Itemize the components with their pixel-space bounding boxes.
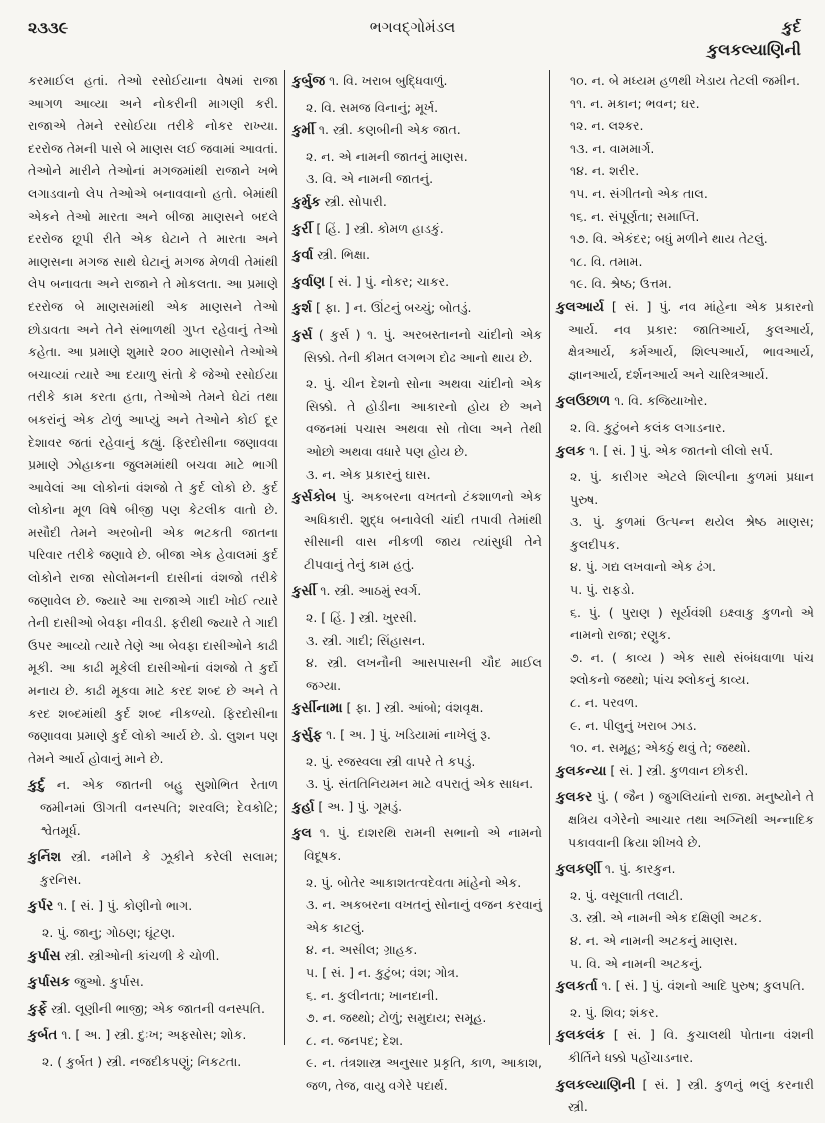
definition-text: ૧૦. ન. સમૂહ; એકઠું થવું તે; જથ્થો. — [570, 740, 751, 756]
entry-sense — [292, 464, 542, 487]
dictionary-entry — [28, 971, 278, 994]
definition-text: ૨. પું. જાનુ; ગોઠણ; ઘૂંટણ. — [42, 924, 176, 940]
headword: કુલઆર્ય — [556, 298, 604, 315]
definition-text: ૪. ન. અસીલ; ગ્રાહક. — [306, 942, 418, 958]
definition-text: [ સં. ] પું. નોકર; ચાકર. — [329, 273, 450, 289]
definition-text: ૩. પું. સંતતિનિયમન માટે વપરાતું એક સાધન. — [306, 776, 534, 792]
definition-text: ૯. ન. તંત્રશાસ્ત્ર અનુસાર પ્રકૃતિ, કાળ, આકાશ, જળ, તેજ, વાયુ વગેરે પદાર્થ. — [306, 1055, 542, 1093]
entry-sense — [28, 1051, 278, 1074]
dictionary-entry — [292, 580, 542, 603]
dictionary-entry — [556, 440, 814, 463]
entry-sense — [292, 630, 542, 653]
definition-text: ન. એક જાતની બહુ સુશોભિત રેતાળ જમીનમાં ઊગતી વનસ્પતિ; શરવલિ; દેવકોટિ; શ્વેતમૂર્ધ. — [40, 777, 278, 838]
headword: કુર્સી — [292, 583, 317, 600]
page-number: ૨૩૩૯ — [28, 18, 69, 37]
column-3 — [556, 70, 814, 1123]
entry-sense — [556, 737, 814, 760]
headword: કુર્વાણ — [292, 273, 326, 290]
definition-text: [ સં. ] સ્ત્રી. કુળવાન છોકરી. — [610, 762, 749, 778]
entry-sense — [556, 556, 814, 579]
definition-text: પું. ( જૈન ) જુગલિયાંનો રાજા. મનુષ્યોને તે ક્ષત્રિય વગેરેનો આચાર તથા અગ્નિથી અન્નાદિક પકાવવાની ક્રિયા શીખવે છે. — [568, 789, 814, 850]
definition-text: કરમાઈલ હતાં. તેઓ રસોઈયાના વેષમાં રાજા આગળ આવ્યા અને નોકરીની માગણી કરી. રાજાએ તેમને રસોઈયા તરીકે નોકર રાખ્યા. દરરોજ તેમની પાસે બે માણસ લઈ જવામાં આવતાં. તેઓને મારીને તેઓનાં મગજમાંથી રાજાને ખભે લગાડવાનો લેપ તેઓએ બનાવવાનો હતો. બેમાંથી એકને તેઓ મારતા અને બીજા માણસને બદલે દરરોજ છૂપી રીતે એક ઘેટાને તે મારતા અને માણસના મગજ સાથે ઘેટાનું મગજ મેળવી તેમાંથી લેપ બનાવતા અને રાજાને તે મોકલતા. આ પ્રમાણે દરરોજ બે માણસમાંથી એક માણસને તેઓ છોડાવતા અને તેને સંભાળથી ગુપ્ત રહેવાનું તેઓ કહેતા. આ પ્રમાણે શુમારે ૨૦૦ માણસોને તેઓએ બચાવ્યાં ત્યારે આ દયાળુ સંતો કે જેઓ રસોઈયા તરીકે કામ કરતા હતા, તેઓએ તેમને ઘેટાં તથા બકરાંનું એક ટોળું આપ્યું અને તેઓને કોઈ દૂર દેશાવર જતાં રહેવાનું કહ્યું. ફિરદોસીના જણાવવા પ્રમાણે ઝોહાકના જુલમમાંથી બચવા માટે ભાગી આવેલાં આ લોકોનાં વંશજો તે કુર્દ લોકો છે. કુર્દ લોકોના મૂળ વિષે બીજી પણ કેટલીક વાતો છે. મસૌદી તેમને અરબોની એક ભટકતી જાતના પરિવાર તરીકે જણાવે છે. બીજા એક હેવાલમાં કુર્દ લોકોને રાજા સોલોમનની દાસીનાં વંશજો તરીકે જણાવેલ છે. જ્યારે આ રાજાએ ગાદી ખોઈ ત્યારે તેની દાસીઓ બેવફા નીવડી. ફરીથી જ્યારે તે ગાદી ઉપર આવ્યો ત્યારે તેણે આ બેવફા દાસીઓને કાઢી મૂકી. આ કાઢી મૂકેલી દાસીઓનાં વંશજો તે કુર્દો મનાય છે. કાઢી મૂકવા માટે કરદ શબ્દ છે અને તે કરદ શબ્દમાંથી કુર્દ શબ્દ નીકળ્યો. ફિરદોસીના જણાવવા પ્રમાણે કુર્દ લોકો આર્ય છે. ડો. લુશન પણ તેમને આર્ય હોવાનું માને છે. — [28, 73, 278, 766]
entry-sense — [292, 373, 542, 463]
dictionary-entry — [28, 846, 278, 891]
definition-text: ૨. પું. શિવ; શંકર. — [570, 1004, 659, 1020]
entry-sense — [556, 466, 814, 511]
entry-sense — [556, 647, 814, 692]
headword: કુર્પર — [28, 898, 54, 915]
entry-sense — [556, 1002, 814, 1025]
definition-text: ૩. સ્ત્રી. એ નામની એક દક્ષિણી અટક. — [570, 910, 762, 926]
book-title: ભગવદ્ગોમંડલ — [369, 18, 456, 36]
entry-sense — [556, 273, 814, 296]
dictionary-entry — [28, 895, 278, 918]
definition-text: ૫. [ સં. ] ન. કુટુંબ; વંશ; ગોત્ર. — [306, 964, 460, 980]
definition-text: ૨. ન. એ નામની જાતનું માણસ. — [306, 148, 468, 164]
dictionary-entry — [556, 786, 814, 854]
entry-sense — [556, 417, 814, 440]
definition-text: સ્ત્રી. સ્ત્રીઓની કાંચળી કે ચોળી. — [64, 947, 220, 963]
definition-text: સ્ત્રી. લૂણીની ભાજી; એક જાતની વનસ્પતિ. — [51, 1000, 265, 1016]
entry-sense — [556, 885, 814, 908]
definition-text: ૧૭. વિ. એકંદર; બધું મળીને થાય તેટલું. — [570, 231, 768, 247]
headword: કુર્સુફ — [292, 727, 323, 744]
entry-sense — [292, 939, 542, 962]
headword: કુર્મી — [292, 122, 315, 139]
headword: કુર્સકોબ — [292, 489, 337, 506]
headword: કુલઉછાળ — [556, 393, 611, 410]
column-divider — [549, 70, 550, 1045]
dictionary-entry — [28, 998, 278, 1021]
definition-text: ૧. [ સં. ] પું. વંશનો આદિ પુરુષ; કુલપતિ. — [601, 978, 805, 994]
definition-text: ૨. પું. રજસ્વલા સ્ત્રી વાપરે તે કપડું. — [306, 753, 476, 769]
entry-sense — [556, 251, 814, 274]
definition-text: ૨. પું. બોતેર આકાશતત્વદેવતા માંહેનો એક. — [306, 874, 522, 890]
dictionary-entry — [292, 218, 542, 241]
entry-sense — [292, 168, 542, 191]
headword: કુલક — [556, 442, 586, 459]
entry-sense — [292, 146, 542, 169]
dictionary-entry — [556, 390, 814, 413]
definition-text: ૧. પું. દાશરથિ રામની સભાનો એ નામનો વિદૂષક. — [304, 825, 542, 863]
entry-sense — [556, 138, 814, 161]
entry-sense — [556, 115, 814, 138]
dictionary-entry — [292, 271, 542, 294]
definition-text: ૬. પું. ( પુરાણ ) સૂર્યવંશી ઇક્ષ્વાકુ કુળનો એ નામનો રાજા; રણુક. — [570, 604, 814, 643]
entry-sense — [292, 652, 542, 697]
entry-sense — [556, 93, 814, 116]
entry-sense — [292, 985, 542, 1008]
headword: કુર્વા — [292, 247, 314, 264]
entry-sense — [292, 97, 542, 120]
entry-sense — [292, 872, 542, 895]
headword: કુર્બુજ — [292, 73, 326, 89]
headword: કુલકર — [556, 789, 593, 806]
entry-sense — [556, 907, 814, 930]
dictionary-entry — [292, 191, 542, 214]
definition-text: ૩. ન. એક પ્રકારનું ઘાસ. — [306, 466, 431, 482]
definition-text: ૧. [ સં. ] પું. એક જાતનો લીલો સર્પ. — [589, 442, 774, 458]
definition-text: ૪. સ્ત્રી. લખનૌની આસપાસની ચૌદ માઈલ જગ્યા. — [306, 655, 542, 693]
headword: કુર્સ — [292, 326, 313, 343]
entry-sense — [556, 953, 814, 976]
entry-sense — [556, 715, 814, 738]
headword: કુર્પાસક — [28, 974, 71, 991]
dictionary-entry — [292, 119, 542, 142]
definition-text: ( કુર્સ ) ૧. પું. અરબસ્તાનનો ચાંદીનો એક સિક્કો. તેની કીમત લગભગ દોઢ આનો થાય છે. — [304, 326, 542, 365]
definition-text: ૧. [ સં. ] પું. કોણીનો ભાગ. — [57, 898, 193, 914]
definition-text: ૧. [ અ. ] સ્ત્રી. દુઃખ; અફસોસ; શોક. — [61, 1027, 247, 1043]
definition-text: ૭. ન. ( કાવ્ય ) એક સાથે સંબંધવાળા પાંચ શ્લોકનો જથ્થો; પાંચ શ્લોકનું કાવ્ય. — [570, 649, 814, 688]
dictionary-entry — [556, 760, 814, 783]
definition-text: ૩. વિ. એ નામની જાતનું. — [306, 171, 434, 187]
definition-text: ૧. વિ. કજિયાખોર. — [614, 393, 708, 409]
definition-text: જુઓ. કુર્પાસ. — [74, 974, 144, 990]
guide-word-last: કુલકલ્યાણિની — [706, 40, 801, 59]
entry-sense — [556, 511, 814, 556]
column-1 — [28, 70, 278, 1074]
headword: કુર્શ — [292, 300, 312, 317]
definition-text: ૩. સ્ત્રી. ગાદી; સિંહાસન. — [306, 632, 426, 648]
definition-text: ૧૯. વિ. શ્રેષ્ઠ; ઉત્તમ. — [570, 276, 672, 292]
entry-sense — [556, 579, 814, 602]
definition-text: ૨. પું. ચીન દેશનો સોના અથવા ચાંદીનો એક સિક્કો. તે હોડીના આકારનો હોય છે અને વજનમાં પચાસ અથવા સો તોલા અને તેથી ઓછો અથવા વધારે પણ હોય છે. — [306, 376, 542, 459]
definition-text: [ ફા. ] ન. ઊંટનું બચ્ચું; બોતડું. — [315, 300, 472, 316]
definition-text: ૨. વિ. સમજ વિનાનું; મૂર્ખ. — [306, 99, 439, 115]
entry-sense — [292, 607, 542, 630]
definition-text: ૪. ન. એ નામની અટકનું માણસ. — [570, 932, 738, 948]
definition-text: ૮. ન. જનપદ; દેશ. — [306, 1032, 404, 1048]
dictionary-entry — [556, 975, 814, 998]
definition-text: ૩. પું. કુળમાં ઉત્પન્ન થયેલ શ્રેષ્ઠ માણસ; કુલદીપક. — [570, 514, 814, 552]
definition-text: [ સં. ] સ્ત્રી. કુળનું ભલું કરનારી સ્ત્રી. — [568, 1076, 814, 1115]
headword: કુર્બત — [28, 1027, 58, 1044]
definition-text: ૧૦. ન. બે મધ્યમ હળથી ખેડાય તેટલી જમીન. — [570, 73, 800, 88]
headword: કુલકલંક — [556, 1027, 606, 1044]
definition-text: ૧૨. ન. લશ્કર. — [570, 118, 644, 134]
headword: કુર્રી — [292, 220, 313, 237]
dictionary-entry — [292, 796, 542, 819]
definition-text: ૧. [ અ. ] પું. ખડિયામાં નાખેલું રૂ. — [326, 727, 491, 743]
entry-sense — [556, 692, 814, 715]
headword: કુર્દુ — [28, 777, 46, 794]
entry-sense — [292, 894, 542, 939]
definition-text: પું. અકબરના વખતનો ટંકશાળનો એક અધિકારી. શુદ્ધ બનાવેલી ચાંદી તપાવી તેમાંથી સીસાની વાસ નીકળી જાય ત્યાંસુધી તેને ટીપવાનું તેનું કામ હતું. — [304, 489, 542, 572]
definition-text: ૧. વિ. ખરાબ બુદ્ધિવાળું. — [329, 73, 448, 88]
definition-text: સ્ત્રી. ભિક્ષા. — [317, 247, 371, 263]
dictionary-entry — [556, 296, 814, 386]
definition-text: ૧૪. ન. શરીર. — [570, 163, 640, 179]
entry-sense — [556, 70, 814, 93]
column-2 — [292, 70, 542, 1098]
entry-sense — [292, 962, 542, 985]
definition-text: ૫. વિ. એ નામની અટકનું. — [570, 955, 703, 971]
headword: કુર્સીનામા — [292, 700, 343, 717]
definition-text: [ સં. ] પું. નવ માંહેના એક પ્રકારનો આર્ય. નવ પ્રકાર: જાતિઆર્ય, કુલઆર્ય, ક્ષેત્રઆર્ય, કર્મઆર્ય, શિલ્પઆર્ય, ભાવઆર્ય, જ્ઞાનઆર્ય, દર્શનઆર્ય અને ચારિત્રઆર્ય. — [568, 298, 814, 382]
definition-text: ૧૮. વિ. તમામ. — [570, 253, 643, 269]
definition-text: ૧૧. ન. મકાન; ભવન; ઘર. — [570, 95, 700, 111]
headword: કુલકન્યા — [556, 762, 607, 779]
definition-text: ૧. સ્ત્રી. કણબીની એક જાત. — [318, 122, 461, 138]
dictionary-entry — [28, 1024, 278, 1047]
dictionary-entry — [292, 822, 542, 867]
entry-continuation — [28, 70, 278, 770]
column-divider — [284, 70, 285, 1045]
definition-text: ૧. સ્ત્રી. આઠમું સ્વર્ગ. — [320, 583, 422, 599]
definition-text: ૬. ન. કુલીનતા; ખાનદાની. — [306, 987, 439, 1003]
definition-text: સ્ત્રી. નમીને કે ઝૂકીને કરેલી સલામ; કુરનિસ. — [40, 849, 278, 887]
definition-text: [ અ. ] પું. ગૂમડું. — [318, 798, 403, 814]
definition-text: ૧૬. ન. સંપૂર્ણતા; સમાપ્તિ. — [570, 208, 700, 224]
headword: કુર્ફે — [28, 1000, 48, 1017]
dictionary-entry — [292, 244, 542, 267]
entry-sense — [556, 228, 814, 251]
entry-sense — [292, 773, 542, 796]
dictionary-entry — [292, 724, 542, 747]
dictionary-entry — [556, 858, 814, 881]
dictionary-entry — [292, 486, 542, 576]
definition-text: ૨. ( કુર્બત ) સ્ત્રી. નજદીકપણું; નિકટતા. — [42, 1053, 242, 1069]
definition-text: ૮. ન. પરવળ. — [570, 695, 639, 711]
definition-text: ૨. પું. વસૂલાતી તલાટી. — [570, 887, 684, 903]
dictionary-entry — [28, 945, 278, 968]
headword: કુર્મુક — [292, 193, 321, 210]
definition-text: ૧૫. ન. સંગીતનો એક તાલ. — [570, 185, 708, 201]
headword: કુર્હા — [292, 798, 315, 815]
definition-text: ૪. પું. ગદ્ય લખવાનો એક ઢંગ. — [570, 559, 717, 575]
entry-sense — [556, 160, 814, 183]
headword: કુલકર્ણી — [556, 861, 601, 878]
entry-sense — [28, 922, 278, 945]
entry-sense — [292, 1007, 542, 1030]
entry-sense — [556, 183, 814, 206]
dictionary-entry — [28, 774, 278, 842]
definition-text: ૭. ન. જથ્થો; ટોળું; સમુદાય; સમૂહ. — [306, 1010, 487, 1026]
entry-sense — [292, 1052, 542, 1097]
definition-text: ૧. પું. કારકુન. — [604, 861, 676, 877]
definition-text: ૨. [ હિં. ] સ્ત્રી. ખુરસી. — [306, 610, 417, 626]
definition-text: ૨. વિ. કુટુંબને કલંક લગાડનાર. — [570, 419, 726, 435]
dictionary-entry — [292, 324, 542, 369]
dictionary-entry — [556, 1074, 814, 1119]
definition-text: ૩. ન. અકબરના વખતનું સોનાનું વજન કરવાનું એક કાટલું. — [306, 897, 542, 935]
definition-text: [ ફા. ] સ્ત્રી. આંબો; વંશવૃક્ષ. — [346, 700, 484, 716]
definition-text: [ સં. ] વિ. કુચાલથી પોતાના વંશની કીર્તિને ધક્કો પહોંચાડનાર. — [568, 1027, 814, 1065]
headword: કુલકર્તા — [556, 978, 598, 995]
headword: કુર્નિશ — [28, 849, 62, 866]
dictionary-entry — [292, 697, 542, 720]
dictionary-entry — [292, 70, 542, 93]
definition-text: [ હિં. ] સ્ત્રી. કોમળ હાડકું. — [316, 220, 444, 236]
dictionary-entry — [556, 1024, 814, 1069]
entry-sense — [556, 206, 814, 229]
guide-word-first: કુર્દ — [782, 18, 801, 36]
definition-text: ૧૩. ન. વામમાર્ગ. — [570, 140, 655, 156]
entry-sense — [556, 602, 814, 647]
entry-sense — [556, 930, 814, 953]
headword: કુલ — [292, 825, 312, 842]
dictionary-entry — [292, 297, 542, 320]
headword: કુર્પાસ — [28, 947, 61, 964]
definition-text: સ્ત્રી. સોપારી. — [324, 193, 387, 209]
definition-text: ૫. પું. રાફડો. — [570, 582, 635, 598]
definition-text: ૯. ન. પીલુનું ખરાબ ઝાડ. — [570, 717, 697, 733]
definition-text: ૨. પું. કારીગર એટલે શિલ્પીના કુળમાં પ્રધાન પુરુષ. — [570, 469, 814, 507]
headword: કુલકલ્યાણિની — [556, 1076, 636, 1093]
entry-sense — [292, 751, 542, 774]
entry-sense — [292, 1030, 542, 1053]
